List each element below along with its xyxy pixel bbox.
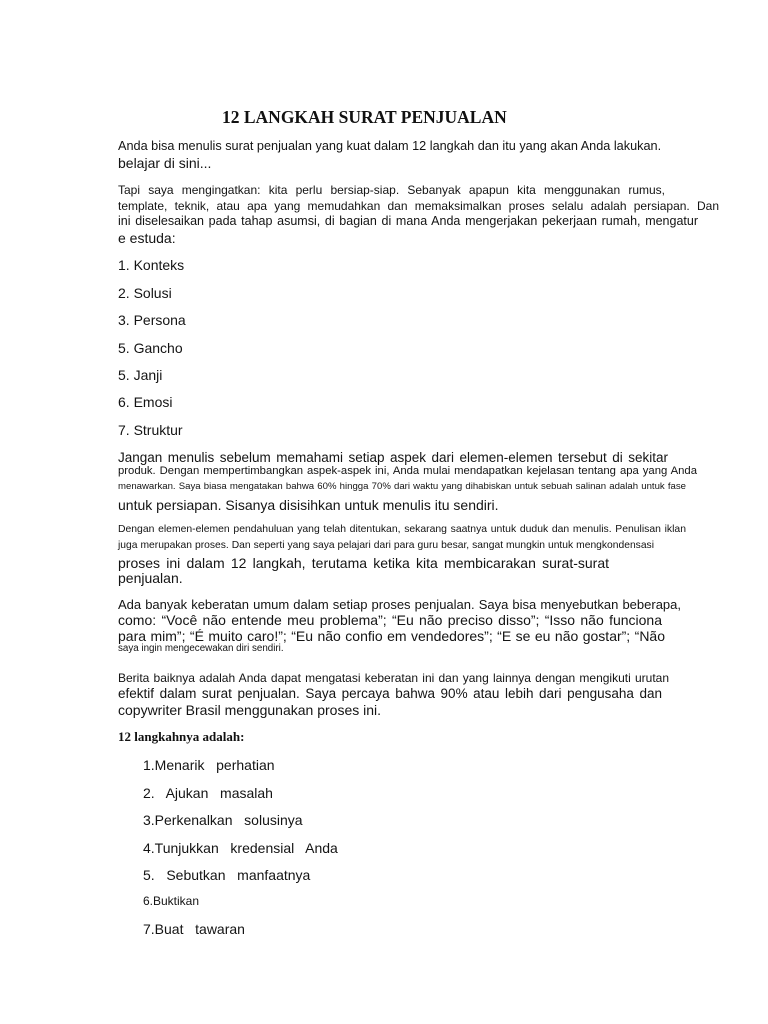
list-item: 7. Struktur [118,422,183,438]
step-item: 3.Perkenalkan solusinya [143,812,303,828]
step-item: 1.Menarik perhatian [143,757,275,773]
step-item: 2. Ajukan masalah [143,785,273,801]
paragraph-line: Berita baiknya adalah Anda dapat mengatasi keberatan ini dan yang lainnya dengan mengikuti urutan [118,671,669,685]
paragraph-line: Tapi saya mengingatkan: kita perlu bersiap-siap. Sebanyak apapun kita menggunakan rumus, [118,183,665,197]
understanding-paragraph [118,450,698,514]
paragraph-line: saya ingin mengecewakan diri sendiri. [118,643,284,654]
steps-heading: 12 langkahnya adalah: [118,729,245,744]
step-item: 4.Tunjukkan kredensial Anda [143,840,338,856]
paragraph-line: penjualan. [118,570,183,586]
intro-paragraph [118,139,678,171]
list-item: 6. Emosi [118,394,173,410]
list-item: 1. Konteks [118,257,185,273]
step-item: 6.Buktikan [143,894,200,908]
paragraph-line: menawarkan. Saya biasa mengatakan bahwa 60% hingga 70% dari waktu yang dihabiskan untuk sebuah salinan adalah untuk fase [118,481,686,492]
paragraph-line: Ada banyak keberatan umum dalam setiap proses penjualan. Saya bisa menyebutkan beberapa, [118,597,681,612]
paragraph-line: Dengan elemen-elemen pendahuluan yang telah ditentukan, sekarang saatnya untuk duduk dan menulis. Penulisan iklan [118,524,686,535]
document-title: 12 LANGKAH SURAT PENJUALAN [222,107,507,127]
paragraph-line: e estuda: [118,230,176,246]
writing-paragraph [118,524,686,588]
objections-paragraph [118,597,681,657]
paragraph-line: juga merupakan proses. Dan seperti yang saya pelajari dari para guru besar, sangat mungkin untuk mengkondensasi [118,540,654,551]
paragraph-line: untuk persiapan. Sisanya disisihkan untuk menulis itu sendiri. [118,497,499,513]
steps-list [143,757,363,939]
paragraph-line: belajar di sini... [118,155,212,171]
elements-list [118,257,238,439]
preparation-paragraph [118,183,719,247]
paragraph-line: ini diselesaikan pada tahap asumsi, di bagian di mana Anda mengerjakan pekerjaan rumah, mengatur [118,214,698,228]
list-item: 2. Solusi [118,285,172,301]
paragraph-line: para mim”; “É muito caro!”; “Eu não confio em vendedores”; “E se eu não gostar”; “Não [118,628,665,644]
step-item: 7.Buat tawaran [143,921,245,937]
list-item: 5. Gancho [118,340,183,356]
paragraph-line: template, teknik, atau apa yang memudahkan dan memaksimalkan proses selalu adalah persiapan. Dan [118,199,719,213]
paragraph-line: copywriter Brasil menggunakan proses ini. [118,702,382,718]
paragraph-line: Anda bisa menulis surat penjualan yang kuat dalam 12 langkah dan itu yang akan Anda lakukan. [118,139,662,153]
paragraph-line: efektif dalam surat penjualan. Saya percaya bahwa 90% atau lebih dari pengusaha dan [118,686,662,701]
paragraph-line: proses ini dalam 12 langkah, terutama ketika kita membicarakan surat-surat [118,555,609,571]
paragraph-line: como: “Você não entende meu problema”; “Eu não preciso disso”; “Isso não funciona [118,612,662,628]
step-item: 5. Sebutkan manfaatnya [143,867,311,883]
paragraph-line: produk. Dengan mempertimbangkan aspek-aspek ini, Anda mulai mendapatkan kejelasan tentang apa yang Anda [118,465,697,477]
list-item: 3. Persona [118,312,186,328]
paragraph-line: Jangan menulis sebelum memahami setiap aspek dari elemen-elemen tersebut di sekitar [118,450,668,465]
good-news-paragraph [118,671,669,719]
list-item: 5. Janji [118,367,163,383]
